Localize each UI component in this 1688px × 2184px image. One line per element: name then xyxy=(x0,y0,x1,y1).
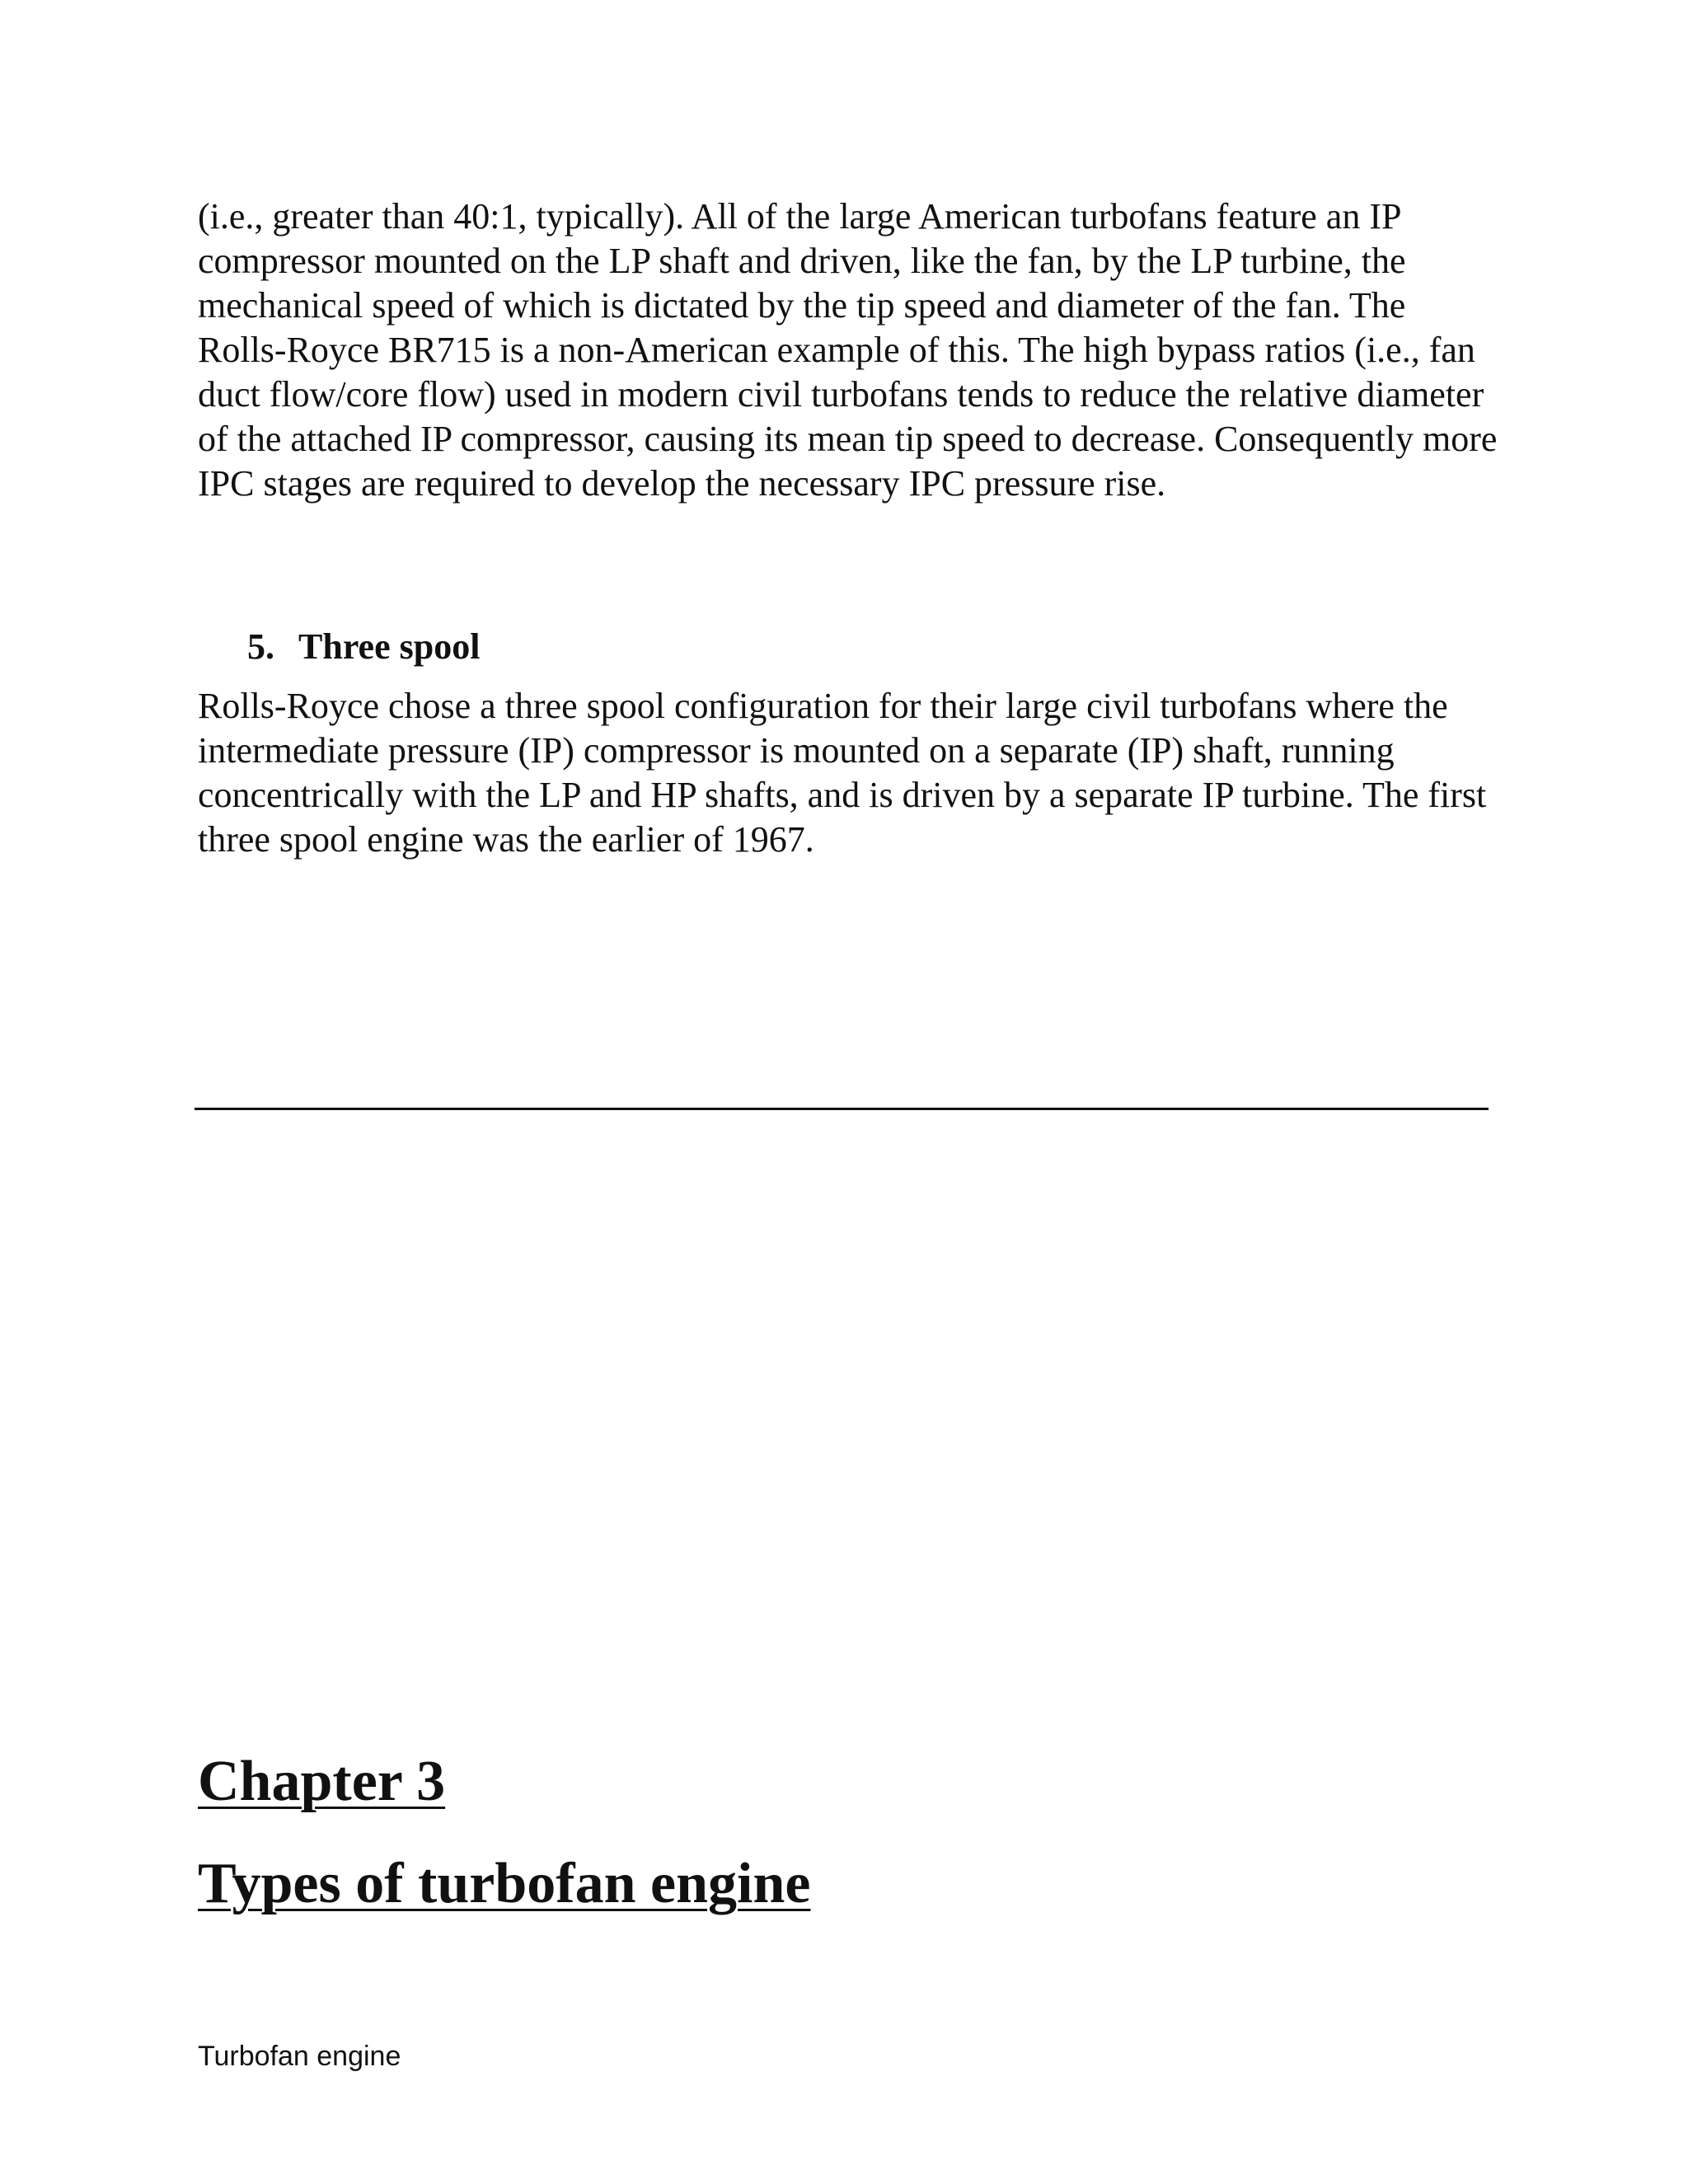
chapter-title-heading: Types of turbofan engine xyxy=(198,1852,811,1915)
horizontal-rule xyxy=(195,1108,1489,1110)
body-paragraph-three-spool: Rolls-Royce chose a three spool configuration for their large civil turbofans where the intermediate pressure (IP) compressor is mounted on a separate (IP) shaft, running concentrically with the LP and HP shafts, and is driven by a separate IP turbine. The first three spool engine was the earlier of 1967. xyxy=(198,686,1487,860)
chapter-number-heading: Chapter 3 xyxy=(198,1750,446,1813)
body-paragraph-ip-compressor: (i.e., greater than 40:1, typically). All of the large American turbofans feature an IP compressor mounted on the LP shaft and driven, like the fan, by the LP turbine, the mechanical speed of which is dictated by the tip speed and diameter of the fan. The Rolls-Royce BR715 is a non-American example of this. The high bypass ratios (i.e., fan duct flow/core flow) used in modern civil turbofans tends to reduce the relative diameter of the attached IP compressor, causing its mean tip speed to decrease. Consequently more IPC stages are required to develop the necessary IPC pressure rise. xyxy=(198,196,1498,504)
section-heading-three-spool xyxy=(247,625,480,669)
page-footer: Turbofan engine xyxy=(198,2041,401,2072)
section-title: Three spool xyxy=(298,626,481,667)
section-number: 5. xyxy=(247,626,274,667)
